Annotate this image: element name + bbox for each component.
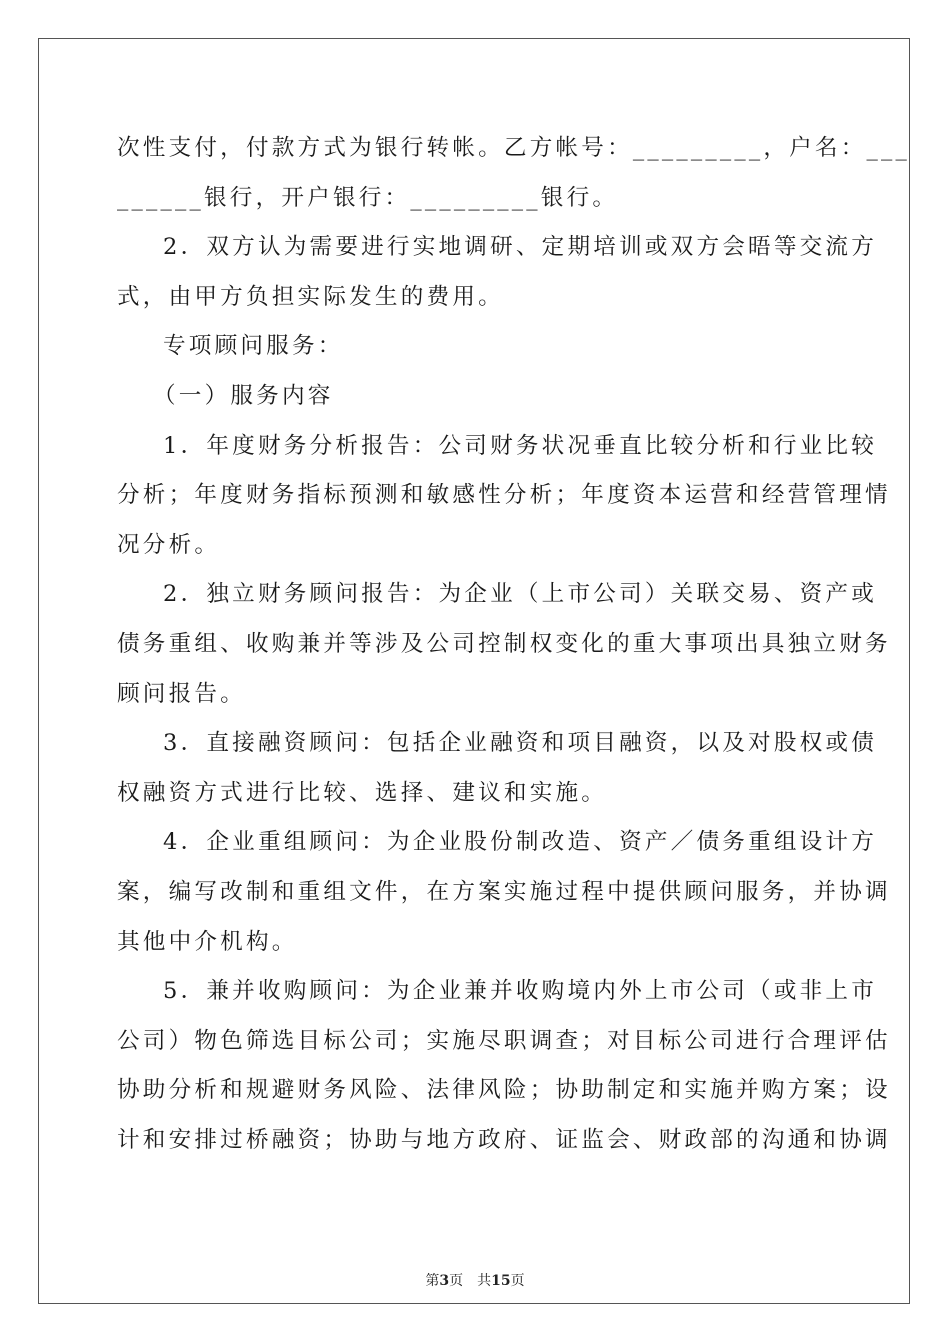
text-line: 次性支付，付款方式为银行转帐。乙方帐号：_________，户名：___ bbox=[117, 135, 911, 161]
footer-mid: 页 共 bbox=[449, 1273, 492, 1289]
footer-suffix: 页 bbox=[510, 1273, 525, 1289]
text-line: 分析；年度财务指标预测和敏感性分析；年度资本运营和经营管理情 bbox=[117, 482, 891, 509]
text-line: 公司）物色筛选目标公司；实施尽职调查；对目标公司进行合理评估 bbox=[117, 1027, 891, 1054]
text-line: 式，由甲方负担实际发生的费用。 bbox=[117, 283, 504, 310]
text-line: 案，编写改制和重组文件，在方案实施过程中提供顾问服务，并协调 bbox=[117, 878, 891, 905]
text-line: 况分析。 bbox=[117, 531, 221, 558]
paragraph-start: 2．双方认为需要进行实地调研、定期培训或双方会晤等交流方 bbox=[163, 234, 878, 261]
section-heading: 专项顾问服务： bbox=[163, 333, 344, 360]
current-page-number: 3 bbox=[439, 1273, 450, 1289]
footer-prefix: 第 bbox=[425, 1273, 440, 1289]
paragraph-start: 4．企业重组顾问：为企业股份制改造、资产／债务重组设计方 bbox=[163, 829, 878, 856]
text-line: 顾问报告。 bbox=[117, 680, 246, 707]
text-line: 协助分析和规避财务风险、法律风险；协助制定和实施并购方案；设 bbox=[117, 1077, 891, 1104]
page-footer bbox=[0, 1270, 950, 1290]
paragraph-start: 5．兼并收购顾问：为企业兼并收购境内外上市公司（或非上市 bbox=[163, 978, 878, 1005]
paragraph-start: 3．直接融资顾问：包括企业融资和项目融资，以及对股权或债 bbox=[163, 730, 878, 757]
paragraph-start: 2．独立财务顾问报告：为企业（上市公司）关联交易、资产或 bbox=[163, 581, 878, 608]
text-line: 计和安排过桥融资；协助与地方政府、证监会、财政部的沟通和协调 bbox=[117, 1126, 891, 1153]
text-line: 权融资方式进行比较、选择、建议和实施。 bbox=[117, 779, 608, 806]
text-line: ______银行，开户银行：_________银行。 bbox=[117, 184, 619, 211]
total-page-count: 15 bbox=[491, 1273, 511, 1289]
text-line: 其他中介机构。 bbox=[117, 928, 298, 955]
text-line: 债务重组、收购兼并等涉及公司控制权变化的重大事项出具独立财务 bbox=[117, 630, 891, 657]
subsection-heading: （一）服务内容 bbox=[153, 382, 334, 409]
document-body bbox=[117, 124, 911, 1165]
paragraph-start: 1．年度财务分析报告：公司财务状况垂直比较分析和行业比较 bbox=[163, 432, 878, 459]
